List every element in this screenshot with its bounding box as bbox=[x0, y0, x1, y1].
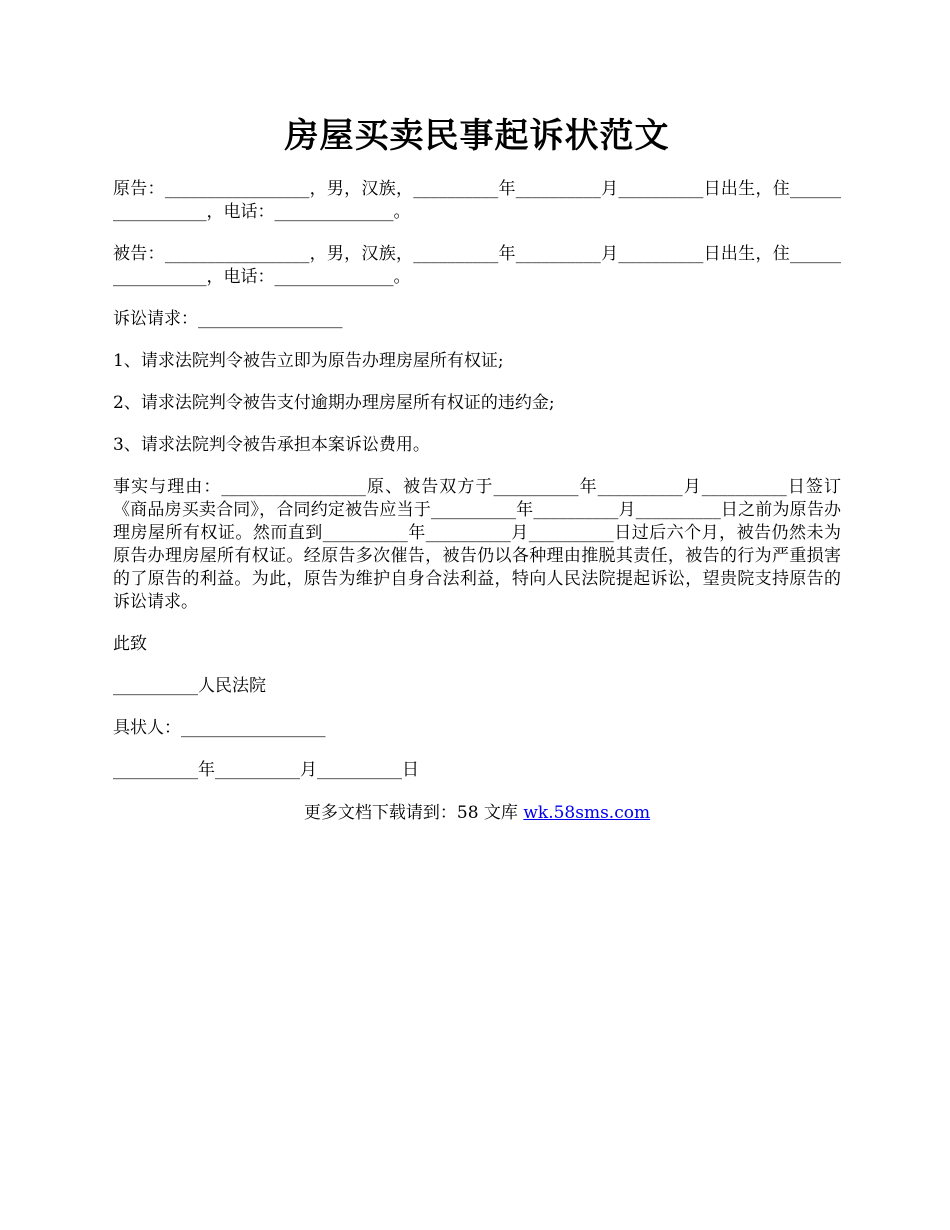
salutation: 此致 bbox=[113, 634, 147, 654]
defendant-info: 被告：_________________，男，汉族，__________年__________月__________日出生，住_________________，电话：______________。 bbox=[113, 244, 841, 287]
court-name: __________人民法院 bbox=[113, 676, 266, 696]
document-title: 房屋买卖民事起诉状范文 bbox=[284, 116, 670, 156]
claim-item-1: 1、请求法院判令被告立即为原告办理房屋所有权证; bbox=[113, 351, 504, 371]
plaintiff-info: 原告：_________________，男，汉族，__________年__________月__________日出生，住_________________，电话：______________。 bbox=[113, 179, 841, 222]
document-page bbox=[113, 112, 841, 825]
filer-signature: 具状人：_________________ bbox=[113, 718, 326, 738]
facts-and-reasons: 事实与理由：_________________原、被告双方于__________年__________月__________日签订《商品房买卖合同》，合同约定被告应当于__________年__________月__________日之前为原告办理房屋所有权证。然而直到__________年__________月__________日过后六个月，被告仍然未为原告办理房屋所有权证。经原告多次催告，被告仍以各种理由推脱其责任，被告的行为严重损害的了原告的利益。为此，原告为维护自身合法利益，特向人民法院提起诉讼，望贵院支持原告的诉讼请求。 bbox=[113, 477, 841, 612]
footer-link[interactable]: wk.58sms.com bbox=[523, 803, 651, 823]
footer-text: 更多文档下载请到：58 文库 bbox=[303, 803, 524, 823]
claims-heading: 诉讼请求：_________________ bbox=[113, 309, 343, 329]
download-footer bbox=[113, 802, 841, 825]
claim-item-3: 3、请求法院判令被告承担本案诉讼费用。 bbox=[113, 435, 430, 455]
claim-item-2: 2、请求法院判令被告支付逾期办理房屋所有权证的违约金; bbox=[113, 393, 555, 413]
filing-date: __________年__________月__________日 bbox=[113, 760, 419, 780]
